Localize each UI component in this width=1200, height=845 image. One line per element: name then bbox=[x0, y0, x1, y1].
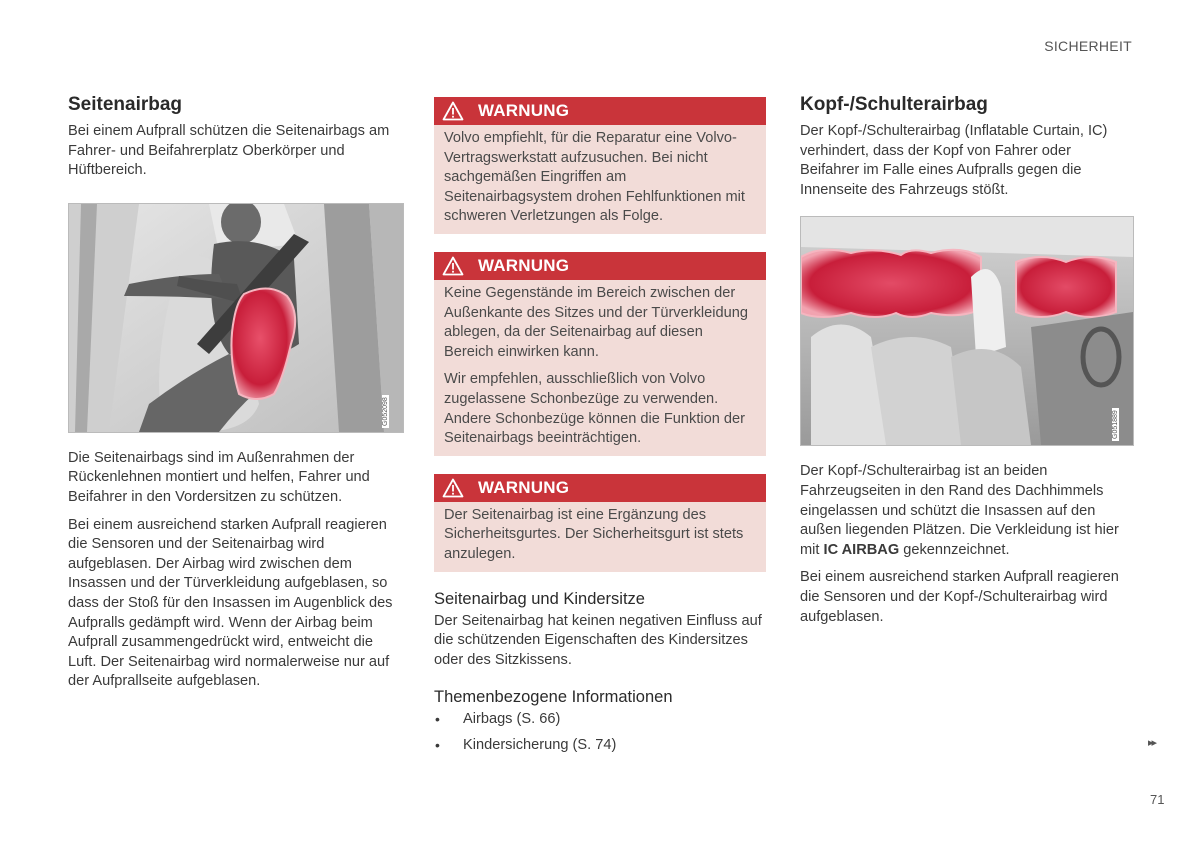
side-airbag-intro: Bei einem Aufprall schützen die Seitenairbags am Fahrer- und Beifahrerplatz Oberkörper und Hüftbereich. bbox=[68, 123, 390, 179]
related-link-label[interactable]: Airbags (S. 66) bbox=[463, 711, 561, 728]
related-link-child-safety[interactable] bbox=[434, 736, 766, 756]
warning-text: Volvo empfiehlt, für die Reparatur eine Volvo-Vertragswerkstatt aufzusuchen. Bei nicht sachgemäßen Eingriffen am Seitenairbagsystem drohen Fehlfunktionen mit schweren Verletzungen als Folge. bbox=[444, 130, 745, 225]
warning-triangle-icon bbox=[442, 478, 464, 498]
child-seats-heading: Seitenairbag und Kindersitze bbox=[434, 589, 645, 608]
side-airbag-illustration bbox=[68, 203, 404, 433]
side-airbag-heading: Seitenairbag bbox=[68, 94, 183, 115]
warning-triangle-icon bbox=[442, 101, 464, 121]
curtain-airbag-para1 bbox=[800, 462, 1134, 560]
column-curtain-airbag bbox=[800, 92, 1134, 635]
warning-text: Wir empfehlen, ausschließlich von Volvo zugelassene Schonbezüge zu verwenden. Andere Schonbezüge können die Funktion der Seitenairbags beeinträchtigen. bbox=[444, 371, 746, 447]
double-arrow-right-icon: ▸▸ bbox=[1148, 737, 1156, 749]
para-text: gekennzeichnet. bbox=[899, 541, 1010, 558]
curtain-airbag-drawing bbox=[801, 217, 1133, 445]
warning-text: Der Seitenairbag ist eine Ergänzung des Sicherheitsgurtes. Der Sicherheitsgurt ist stets anzulegen. bbox=[444, 506, 744, 562]
curtain-airbag-intro: Der Kopf-/Schulterairbag (Inflatable Curtain, IC) verhindert, dass der Kopf von Fahrer oder Beifahrer im Falle eines Aufpralls gegen die Innenseite des Fahrzeugs stößt. bbox=[800, 123, 1108, 198]
warning-box-seatbelt bbox=[434, 474, 766, 572]
child-seats-text: Der Seitenairbag hat keinen negativen Einfluss auf die schützenden Eigenschaften des Kindersitzes oder des Sitzkissens. bbox=[434, 612, 762, 668]
side-airbag-drawing bbox=[69, 204, 403, 432]
side-airbag-para2: Bei einem ausreichend starken Aufprall reagieren die Sensoren und der Seitenairbag wird aufgeblasen. Der Airbag wird zwischen dem Insassen und der Türverkleidung aufgeblasen, so dass der Stoß für den Insassen im Augenblick des Aufpralls gedämpft wird. Wenn der Airbag beim Aufprall zusammengedrückt wird, entweicht die Luft. Der Seitenairbag wird normalerweise nur auf der Aufprallseite aufgeblasen. bbox=[68, 516, 393, 690]
curtain-airbag-para2: Bei einem ausreichend starken Aufprall reagieren die Sensoren und der Kopf-/Schulterairbag wird aufgeblasen. bbox=[800, 569, 1119, 625]
para-text: Der Kopf-/Schulterairbag ist an beiden Fahrzeugseiten in den Rand des Dachhimmels eingelassen und schützt die Insassen auf den außen liegenden Plätzen. Die Verkleidung ist hier mit bbox=[800, 463, 1119, 558]
side-airbag-para1: Die Seitenairbags sind im Außenrahmen der Rückenlehnen montiert und helfen, Fahrer und Beifahrer in den Vordersitzen zu schützen. bbox=[68, 449, 370, 505]
warning-header bbox=[434, 252, 766, 280]
figure-code: G052098 bbox=[382, 396, 389, 426]
column-side-airbag bbox=[68, 92, 404, 700]
warning-triangle-icon bbox=[442, 256, 464, 276]
warning-title: WARNUNG bbox=[478, 477, 570, 497]
related-link-airbags[interactable] bbox=[434, 710, 766, 730]
figure-code: G051889 bbox=[1112, 410, 1119, 440]
warning-title: WARNUNG bbox=[478, 255, 570, 275]
bullet: • bbox=[435, 711, 440, 728]
ic-airbag-label: IC AIRBAG bbox=[823, 541, 900, 558]
warning-box-repair bbox=[434, 97, 766, 234]
related-link-label[interactable]: Kindersicherung (S. 74) bbox=[463, 736, 617, 753]
related-info-heading: Themenbezogene Informationen bbox=[434, 688, 673, 707]
warning-header bbox=[434, 474, 766, 502]
warning-title: WARNUNG bbox=[478, 101, 570, 120]
page-number: 71 bbox=[1150, 792, 1165, 807]
column-warnings bbox=[434, 97, 766, 761]
bullet: • bbox=[435, 736, 440, 753]
curtain-airbag-illustration bbox=[800, 216, 1134, 446]
related-list bbox=[434, 710, 766, 755]
warning-header bbox=[434, 97, 766, 125]
warning-box-objects bbox=[434, 252, 766, 456]
warning-text: Keine Gegenstände im Bereich zwischen der Außenkante des Sitzes und der Türverkleidung ablegen, da der Seitenairbag auf diesen Bereich einwirken kann. bbox=[444, 284, 748, 360]
section-title: SICHERHEIT bbox=[1044, 38, 1132, 54]
curtain-airbag-heading: Kopf-/Schulterairbag bbox=[800, 94, 988, 115]
